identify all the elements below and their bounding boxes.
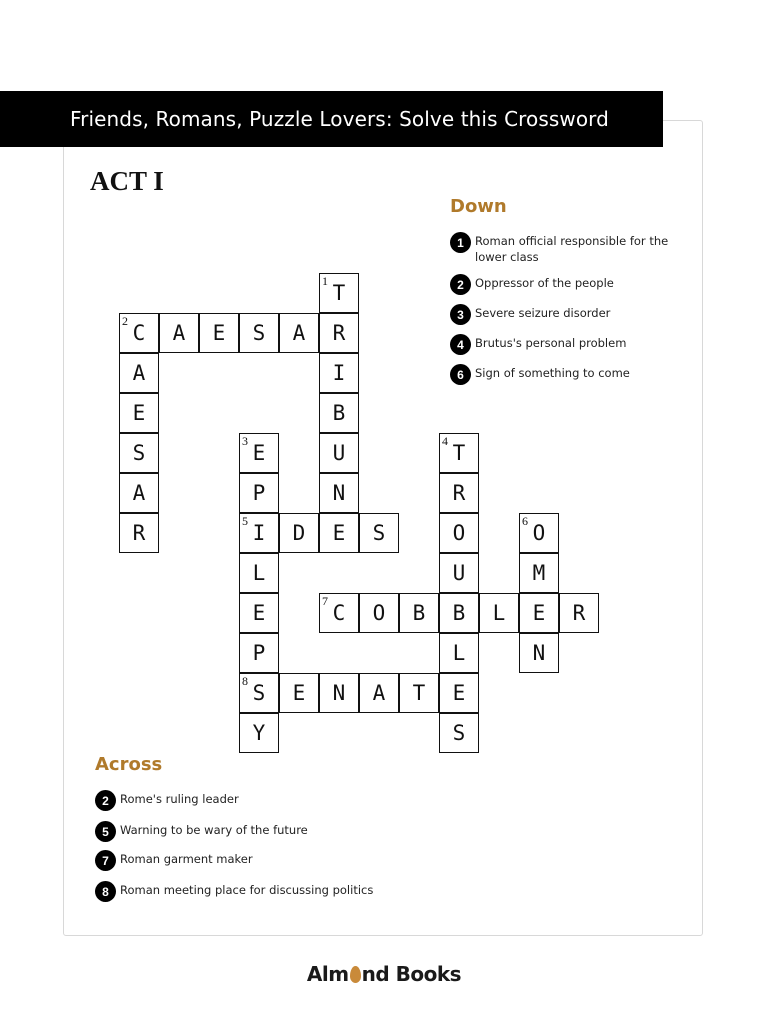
cell-letter: S xyxy=(452,721,466,745)
cell-letter: L xyxy=(252,561,266,585)
cell-letter: I xyxy=(332,361,346,385)
crossword-cell[interactable] xyxy=(439,553,479,593)
clue-text: Roman meeting place for discussing politics xyxy=(120,883,374,897)
cell-clue-number: 6 xyxy=(522,514,528,528)
crossword-cell[interactable] xyxy=(279,673,319,713)
crossword-cell[interactable] xyxy=(359,593,399,633)
crossword-cell[interactable] xyxy=(239,473,279,513)
cell-clue-number: 4 xyxy=(442,434,448,448)
cell-letter: E xyxy=(252,441,266,465)
clue-text: Warning to be wary of the future xyxy=(120,823,308,837)
crossword-cell[interactable] xyxy=(319,593,359,633)
cell-letter: T xyxy=(332,281,346,305)
crossword-cell[interactable] xyxy=(519,553,559,593)
cell-letter: E xyxy=(332,521,346,545)
clue-number-badge: 2 xyxy=(450,274,471,295)
crossword-cell[interactable] xyxy=(439,433,479,473)
clue-number-badge: 2 xyxy=(95,790,116,811)
cell-letter: R xyxy=(132,521,146,545)
crossword-cell[interactable] xyxy=(239,553,279,593)
clue-number-badge: 6 xyxy=(450,364,471,385)
cell-letter: B xyxy=(332,401,346,425)
crossword-cell[interactable] xyxy=(239,593,279,633)
crossword-cell[interactable] xyxy=(239,713,279,753)
cell-clue-number: 2 xyxy=(122,314,128,328)
crossword-cell[interactable] xyxy=(359,513,399,553)
clue-number-badge: 7 xyxy=(95,850,116,871)
cell-letter: B xyxy=(452,601,466,625)
clue-text: Roman official responsible for the lower class xyxy=(475,234,669,264)
crossword-cell[interactable] xyxy=(439,633,479,673)
cell-letter: R xyxy=(572,601,586,625)
crossword-cell[interactable] xyxy=(119,313,159,353)
clue-text: Rome's ruling leader xyxy=(120,792,239,806)
cell-clue-number: 5 xyxy=(242,514,248,528)
crossword-cell[interactable] xyxy=(319,273,359,313)
cell-clue-number: 7 xyxy=(322,594,328,608)
crossword-cell[interactable] xyxy=(399,673,439,713)
crossword-cell[interactable] xyxy=(439,713,479,753)
clue-number-badge: 3 xyxy=(450,304,471,325)
cell-letter: T xyxy=(412,681,426,705)
crossword-cell[interactable] xyxy=(159,313,199,353)
cell-clue-number: 3 xyxy=(242,434,248,448)
cell-letter: A xyxy=(132,361,146,385)
crossword-cell[interactable] xyxy=(439,513,479,553)
clue-text: Sign of something to come xyxy=(475,366,630,380)
cell-letter: E xyxy=(532,601,546,625)
cell-letter: O xyxy=(372,601,386,625)
down-clue xyxy=(450,304,610,325)
cell-letter: O xyxy=(452,521,466,545)
across-clue xyxy=(95,790,239,811)
cell-letter: L xyxy=(452,641,466,665)
crossword-cell[interactable] xyxy=(239,433,279,473)
act-title: ACT I xyxy=(90,166,164,196)
cell-letter: U xyxy=(332,441,346,465)
crossword-cell[interactable] xyxy=(519,633,559,673)
banner-title: Friends, Romans, Puzzle Lovers: Solve this Crossword xyxy=(70,107,609,131)
across-clue xyxy=(95,850,253,871)
down-clue xyxy=(450,334,626,355)
almond-icon xyxy=(350,966,361,983)
cell-clue-number: 1 xyxy=(322,274,328,288)
logo-text-start: Alm xyxy=(306,962,349,986)
cell-letter: S xyxy=(252,681,266,705)
crossword-cell[interactable] xyxy=(359,673,399,713)
clue-text: Severe seizure disorder xyxy=(475,306,611,320)
crossword-cell[interactable] xyxy=(519,513,559,553)
clue-number-badge: 4 xyxy=(450,334,471,355)
crossword-cell[interactable] xyxy=(199,313,239,353)
cell-letter: A xyxy=(372,681,386,705)
crossword-cell[interactable] xyxy=(319,353,359,393)
crossword-cell[interactable] xyxy=(319,473,359,513)
cell-letter: P xyxy=(252,481,266,505)
cell-letter: S xyxy=(132,441,146,465)
clue-number-badge: 1 xyxy=(450,232,471,253)
clue-text: Oppressor of the people xyxy=(475,276,614,290)
cell-letter: N xyxy=(332,681,346,705)
cell-letter: E xyxy=(252,601,266,625)
crossword-cell[interactable] xyxy=(319,433,359,473)
cell-letter: R xyxy=(452,481,466,505)
across-heading: Across xyxy=(95,754,163,775)
cell-letter: C xyxy=(332,601,346,625)
cell-letter: N xyxy=(532,641,546,665)
cell-letter: A xyxy=(172,321,186,345)
page-banner xyxy=(0,91,663,147)
cell-letter: R xyxy=(332,321,346,345)
crossword-cell[interactable] xyxy=(319,513,359,553)
crossword-cell[interactable] xyxy=(319,673,359,713)
cell-letter: A xyxy=(132,481,146,505)
almond-books-logo xyxy=(0,962,768,986)
cell-letter: O xyxy=(532,521,546,545)
crossword-cell[interactable] xyxy=(319,313,359,353)
crossword-cell[interactable] xyxy=(439,593,479,633)
cell-letter: P xyxy=(252,641,266,665)
cell-clue-number: 8 xyxy=(242,674,248,688)
cell-letter: L xyxy=(492,601,506,625)
cell-letter: T xyxy=(452,441,466,465)
crossword-cell[interactable] xyxy=(119,353,159,393)
crossword-cell[interactable] xyxy=(399,593,439,633)
crossword-cell[interactable] xyxy=(239,313,279,353)
crossword-cell[interactable] xyxy=(439,673,479,713)
cell-letter: M xyxy=(532,561,546,585)
clue-text: Roman garment maker xyxy=(120,852,253,866)
clue-number-badge: 5 xyxy=(95,821,116,842)
cell-letter: C xyxy=(132,321,146,345)
cell-letter: N xyxy=(332,481,346,505)
across-clue xyxy=(95,881,373,902)
crossword-cell[interactable] xyxy=(239,633,279,673)
crossword-cell[interactable] xyxy=(319,393,359,433)
cell-letter: D xyxy=(292,521,306,545)
crossword-cell[interactable] xyxy=(279,513,319,553)
cell-letter: S xyxy=(372,521,386,545)
cell-letter: I xyxy=(252,521,266,545)
crossword-cell[interactable] xyxy=(239,513,279,553)
crossword-cell[interactable] xyxy=(239,673,279,713)
down-heading: Down xyxy=(450,196,507,217)
logo-text-end: nd Books xyxy=(361,962,462,986)
cell-letter: Y xyxy=(252,721,266,745)
crossword-cell[interactable] xyxy=(119,473,159,513)
clue-text: Brutus's personal problem xyxy=(475,336,627,350)
cell-letter: A xyxy=(292,321,306,345)
crossword-cell[interactable] xyxy=(519,593,559,633)
cell-letter: S xyxy=(252,321,266,345)
crossword-cell[interactable] xyxy=(559,593,599,633)
cell-letter: E xyxy=(132,401,146,425)
crossword-cell[interactable] xyxy=(119,433,159,473)
crossword-cell[interactable] xyxy=(119,513,159,553)
crossword-cell[interactable] xyxy=(119,393,159,433)
cell-letter: E xyxy=(292,681,306,705)
down-clue xyxy=(450,274,614,295)
crossword-cell[interactable] xyxy=(279,313,319,353)
down-clue xyxy=(450,364,630,385)
cell-letter: B xyxy=(412,601,426,625)
cell-letter: E xyxy=(452,681,466,705)
crossword-cell[interactable] xyxy=(479,593,519,633)
down-clue xyxy=(450,232,680,265)
cell-letter: E xyxy=(212,321,226,345)
clue-number-badge: 8 xyxy=(95,881,116,902)
across-clue xyxy=(95,821,308,842)
crossword-cell[interactable] xyxy=(439,473,479,513)
cell-letter: U xyxy=(452,561,466,585)
